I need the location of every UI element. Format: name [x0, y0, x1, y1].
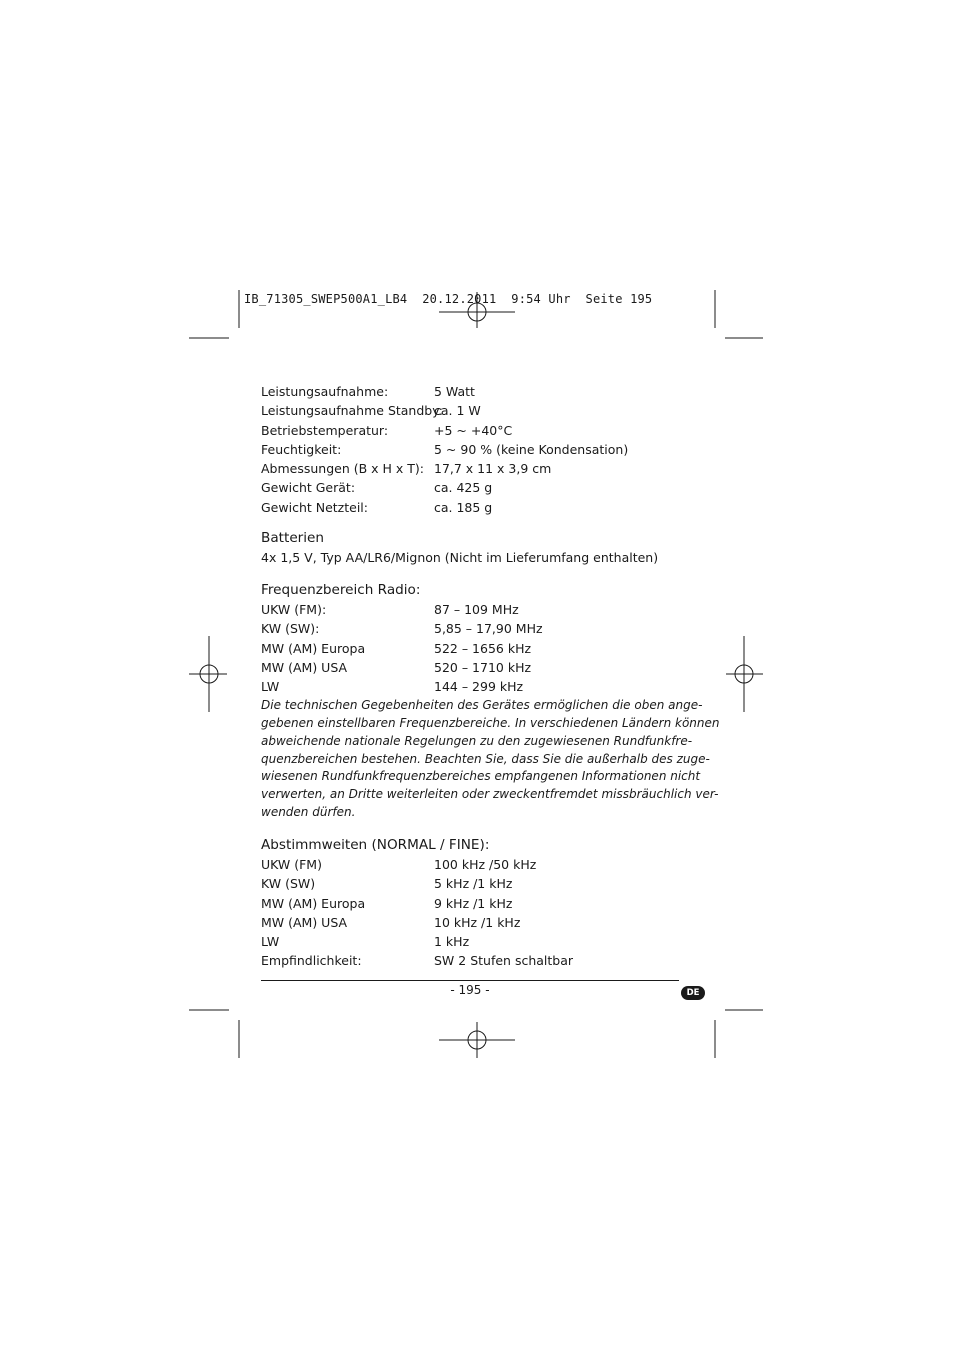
spec-row-value: ca. 425 g — [434, 480, 493, 496]
registration-mark-bottom — [439, 1022, 515, 1058]
frequency-row-label: KW (SW): — [261, 621, 320, 637]
spec-row-label: Feuchtigkeit: — [261, 441, 342, 457]
spec-row-label: Abmessungen (B x H x T): — [261, 461, 425, 477]
note-line: verwerten, an Dritte weiterleiten oder zweckentfremdet missbräuchlich ver- — [261, 787, 719, 801]
frequency-row-value: 5,85 – 17,90 MHz — [434, 621, 543, 637]
tuning-row — [261, 894, 691, 913]
spec-row-label: Gewicht Gerät: — [261, 480, 356, 496]
frequency-row-label: LW — [261, 679, 280, 695]
frequency-row-label: MW (AM) Europa — [261, 640, 366, 656]
note-line: quenzbereichen bestehen. Beachten Sie, dass Sie die außerhalb des zuge- — [261, 751, 710, 766]
batteries-text: 4x 1,5 V, Typ AA/LR6/Mignon (Nicht im Lieferumfang enthalten) — [261, 550, 659, 565]
spec-row — [261, 459, 691, 478]
frequency-row — [261, 677, 691, 696]
spec-row-value: 17,7 x 11 x 3,9 cm — [434, 461, 552, 477]
spec-row-value: ca. 185 g — [434, 499, 493, 515]
tuning-row-label: KW (SW) — [261, 876, 316, 892]
frequency-row-label: MW (AM) USA — [261, 659, 348, 675]
tuning-row — [261, 855, 691, 874]
tuning-list — [261, 855, 691, 971]
spec-row — [261, 401, 691, 420]
spec-row-value: ca. 1 W — [434, 403, 481, 419]
registration-mark-right — [726, 636, 763, 712]
spec-row-label: Betriebstemperatur: — [261, 422, 389, 438]
spec-row-value: 5 ~ 90 % (keine Kondensation) — [434, 441, 629, 457]
tuning-row-label: UKW (FM) — [261, 857, 322, 872]
tuning-row — [261, 932, 691, 951]
spec-row-value: +5 ~ +40°C — [434, 422, 513, 438]
registration-mark-left — [189, 636, 227, 712]
frequency-row-value: 520 – 1710 kHz — [434, 659, 532, 675]
tuning-row-value: 10 kHz /1 kHz — [434, 914, 521, 930]
tuning-row-label: MW (AM) Europa — [261, 895, 366, 911]
frequency-row — [261, 600, 691, 619]
note-line: Die technischen Gegebenheiten des Gerätes ermöglichen die oben ange- — [261, 698, 703, 713]
frequency-row-value: 144 – 299 kHz — [434, 679, 524, 695]
frequency-heading: Frequenzbereich Radio: — [261, 582, 421, 598]
spec-row — [261, 440, 691, 459]
frequency-section — [261, 581, 720, 821]
tuning-row-value: 9 kHz /1 kHz — [434, 895, 513, 911]
spec-row — [261, 498, 691, 517]
note-line: wenden dürfen. — [261, 804, 356, 819]
tuning-row-label: Empfindlichkeit: — [261, 953, 362, 969]
tuning-row — [261, 874, 691, 893]
footer-rule — [261, 980, 679, 981]
tuning-row-value: 1 kHz — [434, 934, 470, 950]
tuning-section — [261, 836, 691, 971]
frequency-row — [261, 658, 691, 677]
note-line: gebenen einstellbaren Frequenzbereiche. In verschiedenen Ländern können — [261, 716, 720, 731]
specs-list — [261, 382, 691, 517]
frequency-note — [261, 697, 720, 821]
note-line: wiesenen Rundfunkfrequenzbereiches empfangenen Informationen nicht — [261, 769, 701, 784]
batteries-heading: Batterien — [261, 530, 325, 546]
frequency-row — [261, 639, 691, 658]
spec-row-label: Gewicht Netzteil: — [261, 499, 368, 515]
spec-row — [261, 382, 691, 401]
spec-row-label: Leistungsaufnahme Standby: — [261, 403, 443, 419]
frequency-row-value: 522 – 1656 kHz — [434, 640, 532, 656]
tuning-heading: Abstimmweiten (NORMAL / FINE): — [261, 837, 490, 853]
tuning-row-value: 100 kHz /50 kHz — [434, 857, 537, 872]
frequency-row-label: UKW (FM): — [261, 602, 327, 617]
tuning-row-value: SW 2 Stufen schaltbar — [434, 953, 574, 969]
spec-row-value: 5 Watt — [434, 384, 475, 399]
tuning-row — [261, 913, 691, 932]
spec-row — [261, 421, 691, 440]
frequency-row — [261, 619, 691, 638]
tuning-row — [261, 951, 691, 970]
page-number: - 195 - — [450, 983, 490, 997]
tuning-row-value: 5 kHz /1 kHz — [434, 876, 513, 892]
tuning-row-label: MW (AM) USA — [261, 914, 348, 930]
print-slug: IB_71305_SWEP500A1_LB4 20.12.2011 9:54 Uhr Seite 195 — [244, 292, 653, 306]
language-badge: DE — [681, 986, 705, 1000]
spec-row — [261, 478, 691, 497]
frequency-list — [261, 600, 691, 696]
batteries-section — [261, 529, 691, 567]
note-line: abweichende nationale Regelungen zu den zugewiesenen Rundfunkfre- — [261, 733, 693, 748]
frequency-row-value: 87 – 109 MHz — [434, 602, 519, 617]
tuning-row-label: LW — [261, 934, 280, 950]
spec-row-label: Leistungsaufnahme: — [261, 384, 389, 399]
